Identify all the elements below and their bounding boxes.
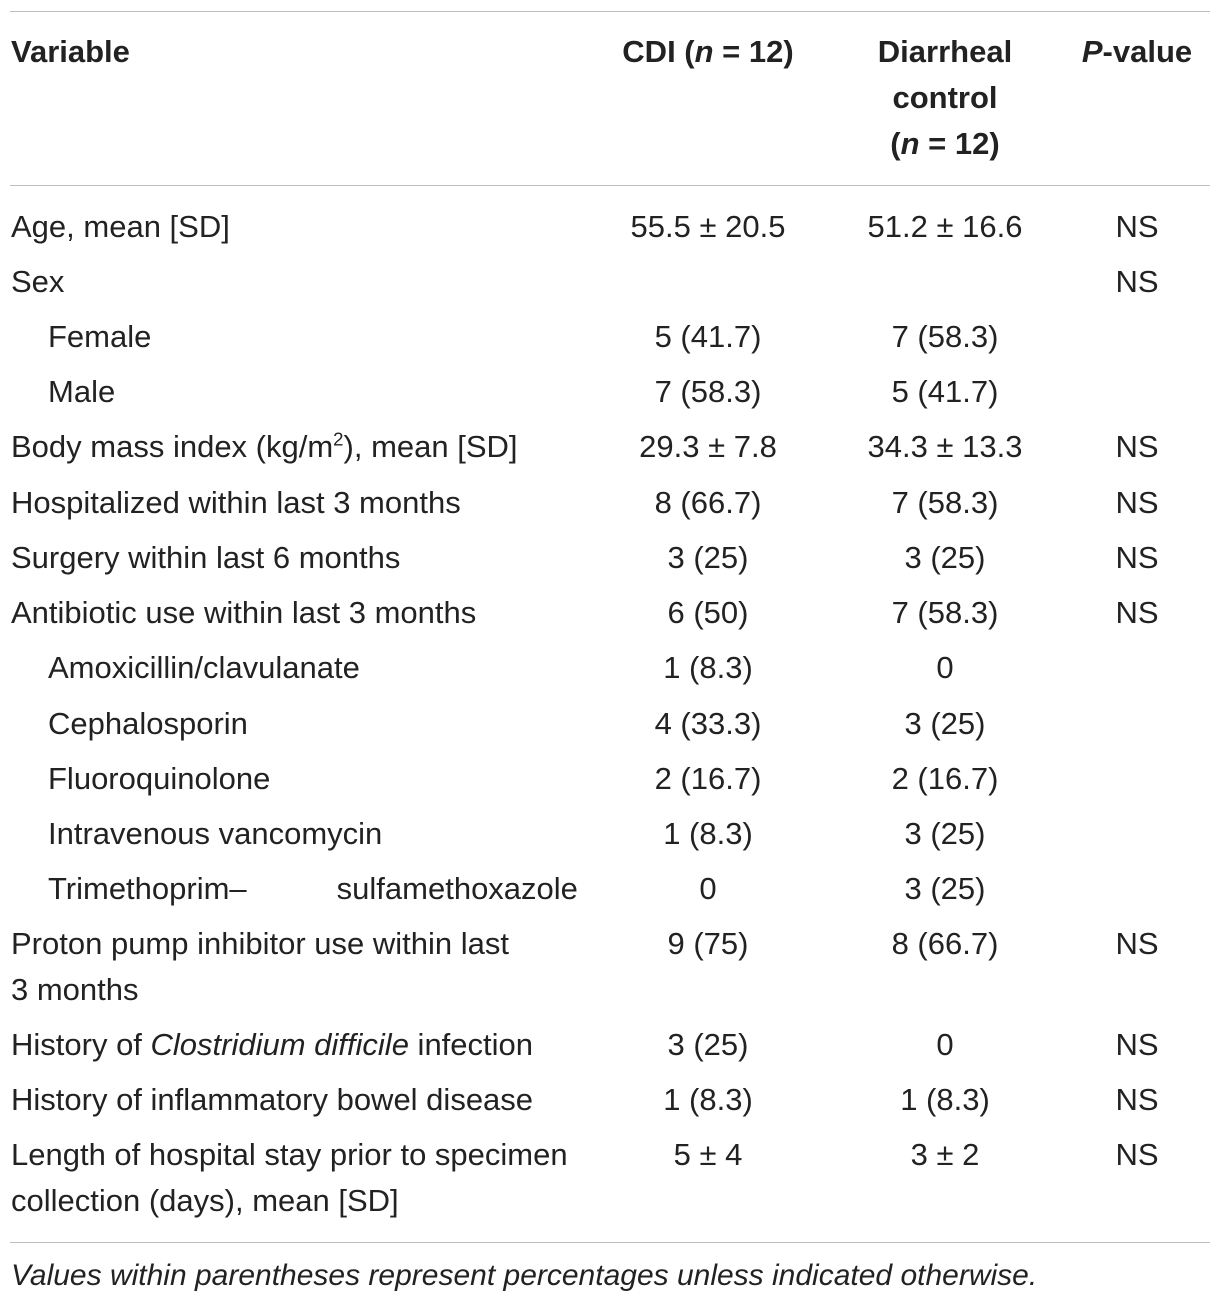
header-rule [10, 185, 1210, 186]
header-variable: Variable [11, 34, 130, 69]
header-cdi: CDI (n = 12) [622, 34, 794, 69]
table-footnote: Values within parentheses represent percentages unless indicated otherwise. [11, 1259, 1038, 1292]
header-p-value: P-value [1081, 34, 1193, 69]
top-rule [10, 11, 1210, 12]
header-control: Diarrheal control (n = 12) [877, 34, 1013, 161]
bottom-rule [10, 1242, 1210, 1243]
